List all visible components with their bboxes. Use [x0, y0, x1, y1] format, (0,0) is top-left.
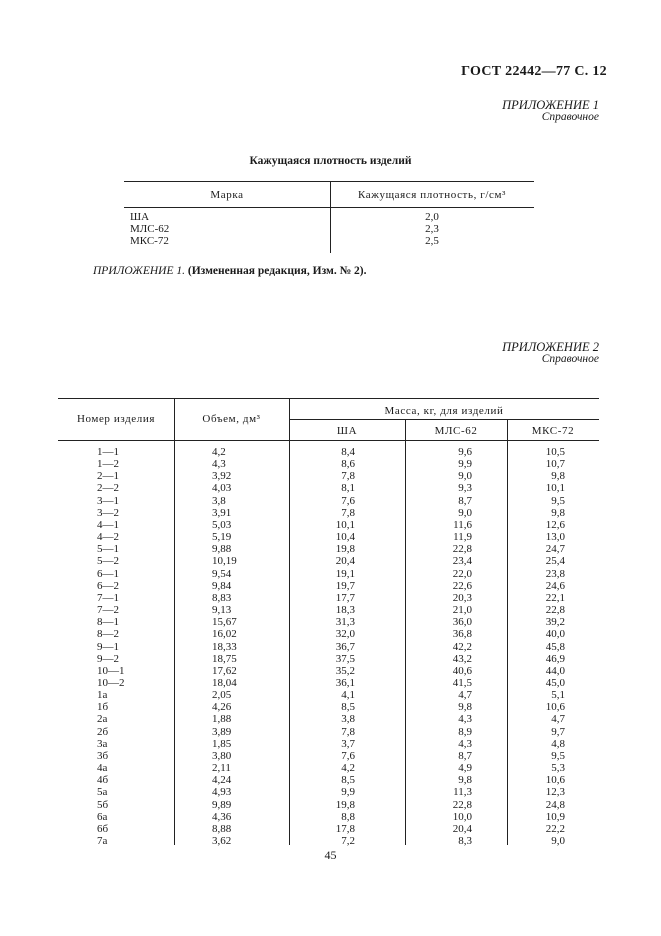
cell-sha: 8,8	[341, 810, 355, 823]
cell-mls: 4,7	[458, 689, 472, 702]
mass-col-volume: Объем, дм³	[202, 413, 261, 425]
cell-mls: 8,7	[458, 749, 472, 762]
cell-mks: 12,6	[545, 518, 565, 531]
cell-mks: 10,7	[545, 458, 565, 471]
cell-volume: 18,33	[212, 640, 237, 653]
cell-mls: 21,0	[452, 604, 472, 617]
amendment-note-text: (Измененная редакция, Изм. № 2).	[187, 265, 367, 277]
cell-volume: 3,91	[212, 506, 232, 519]
cell-sha: 19,7	[335, 579, 355, 592]
cell-volume: 18,04	[212, 676, 237, 689]
cell-mls: 8,7	[458, 494, 472, 507]
cell-volume: 4,36	[212, 810, 232, 823]
amendment-note	[93, 265, 367, 277]
cell-number: 9—2	[97, 652, 119, 665]
cell-mks: 40,0	[545, 628, 565, 641]
density-row-value: 2,0	[425, 211, 439, 223]
cell-volume: 3,62	[212, 835, 232, 847]
mass-column-sha	[336, 446, 355, 847]
cell-sha: 19,8	[335, 543, 355, 556]
cell-volume: 9,84	[212, 579, 232, 592]
cell-sha: 3,8	[341, 713, 355, 726]
mass-column-mks	[546, 446, 565, 847]
cell-mks: 10,6	[545, 774, 565, 787]
cell-number: 10—1	[97, 664, 125, 677]
cell-mks: 22,2	[545, 822, 565, 835]
cell-mks: 9,5	[551, 749, 565, 762]
density-row-mark: МЛС-62	[130, 223, 170, 235]
cell-sha: 7,2	[341, 835, 355, 847]
cell-number: 7а	[97, 835, 108, 847]
cell-mls: 11,3	[453, 786, 472, 799]
cell-number: 6—1	[97, 567, 119, 580]
cell-sha: 8,4	[341, 446, 355, 458]
cell-volume: 18,75	[212, 652, 237, 665]
cell-number: 3а	[97, 737, 108, 750]
cell-mks: 23,8	[545, 567, 565, 580]
cell-sha: 4,2	[341, 762, 355, 775]
cell-number: 7—1	[97, 591, 119, 604]
cell-volume: 4,2	[212, 446, 226, 458]
cell-mls: 9,8	[458, 774, 472, 787]
mass-col-mls: МЛС-62	[434, 425, 478, 437]
mass-col-mks: МКС-72	[531, 425, 575, 437]
cell-mks: 9,7	[551, 725, 565, 738]
cell-mls: 40,6	[452, 664, 472, 677]
cell-number: 2—2	[97, 482, 119, 495]
cell-mks: 45,8	[545, 640, 565, 653]
cell-number: 5б	[97, 798, 109, 811]
cell-mls: 22,8	[452, 798, 472, 811]
cell-mks: 39,2	[545, 616, 565, 629]
cell-mls: 42,2	[452, 640, 472, 653]
cell-mks: 45,0	[545, 676, 565, 689]
cell-number: 6—2	[97, 579, 119, 592]
cell-sha: 9,9	[341, 786, 355, 799]
appendix1-subtitle: Справочное	[541, 111, 599, 123]
cell-volume: 17,62	[212, 664, 237, 677]
cell-mls: 9,3	[458, 482, 472, 495]
cell-sha: 7,8	[341, 506, 355, 519]
cell-mks: 10,1	[545, 482, 565, 495]
mass-column-volume	[212, 446, 237, 847]
cell-number: 10—2	[97, 676, 125, 689]
cell-volume: 4,93	[212, 786, 232, 799]
cell-mls: 4,3	[458, 737, 472, 750]
cell-mls: 22,6	[452, 579, 472, 592]
density-row-value: 2,5	[425, 235, 439, 247]
cell-number: 3б	[97, 749, 109, 762]
cell-volume: 9,89	[212, 798, 232, 811]
cell-volume: 4,03	[212, 482, 232, 495]
cell-mls: 4,3	[458, 713, 472, 726]
cell-mks: 9,8	[551, 506, 565, 519]
density-col-mark: Марка	[210, 189, 244, 201]
cell-volume: 5,03	[212, 518, 232, 531]
cell-sha: 19,8	[335, 798, 355, 811]
cell-mks: 46,9	[545, 652, 565, 665]
cell-mls: 22,8	[452, 543, 472, 556]
mass-col-group: Масса, кг, для изделий	[384, 405, 504, 417]
cell-sha: 7,8	[341, 725, 355, 738]
cell-sha: 7,6	[341, 494, 355, 507]
cell-mks: 22,8	[545, 604, 565, 617]
mass-column-mls	[453, 446, 472, 847]
cell-mls: 36,0	[452, 616, 472, 629]
cell-mks: 24,6	[545, 579, 565, 592]
cell-volume: 9,54	[212, 567, 232, 580]
appendix1-title: ПРИЛОЖЕНИЕ 1	[502, 98, 599, 112]
cell-mks: 10,5	[545, 446, 565, 458]
cell-mls: 8,9	[458, 725, 472, 738]
cell-sha: 7,6	[341, 749, 355, 762]
cell-mks: 9,5	[551, 494, 565, 507]
appendix2-title: ПРИЛОЖЕНИЕ 2	[502, 340, 599, 354]
cell-mls: 8,3	[458, 835, 472, 847]
cell-number: 5а	[97, 786, 108, 799]
cell-mls: 43,2	[452, 652, 472, 665]
cell-sha: 37,5	[335, 652, 355, 665]
cell-number: 8—1	[97, 616, 119, 629]
cell-volume: 16,02	[212, 628, 237, 641]
cell-volume: 3,89	[212, 725, 232, 738]
mass-col-sha: ША	[336, 425, 358, 437]
cell-sha: 32,0	[335, 628, 355, 641]
cell-volume: 8,88	[212, 822, 232, 835]
cell-mks: 10,6	[545, 701, 565, 714]
mass-column-number	[97, 446, 125, 847]
cell-number: 8—2	[97, 628, 119, 641]
cell-mls: 11,6	[453, 518, 472, 531]
cell-number: 3—2	[97, 506, 119, 519]
cell-sha: 7,8	[341, 470, 355, 483]
cell-sha: 31,3	[335, 616, 355, 629]
cell-number: 4б	[97, 774, 109, 787]
cell-sha: 18,3	[335, 604, 355, 617]
cell-mks: 13,0	[545, 531, 565, 544]
cell-mks: 5,1	[551, 689, 565, 702]
cell-mks: 44,0	[545, 664, 565, 677]
cell-sha: 19,1	[335, 567, 355, 580]
cell-volume: 15,67	[212, 616, 237, 629]
cell-mks: 9,0	[551, 835, 565, 847]
cell-mks: 4,7	[551, 713, 565, 726]
cell-sha: 36,1	[335, 676, 355, 689]
cell-mls: 9,0	[458, 470, 472, 483]
cell-number: 4—2	[97, 531, 119, 544]
cell-number: 1—1	[97, 446, 119, 458]
cell-volume: 4,3	[212, 458, 226, 471]
cell-sha: 17,7	[335, 591, 355, 604]
cell-volume: 2,11	[212, 762, 231, 775]
cell-volume: 10,19	[212, 555, 237, 568]
cell-number: 1а	[97, 689, 108, 702]
cell-number: 1—2	[97, 458, 119, 471]
cell-mks: 10,9	[545, 810, 565, 823]
cell-sha: 8,1	[341, 482, 355, 495]
cell-volume: 4,26	[212, 701, 232, 714]
cell-number: 1б	[97, 701, 109, 714]
cell-sha: 10,1	[335, 518, 355, 531]
cell-sha: 3,7	[341, 737, 355, 750]
cell-mls: 9,6	[458, 446, 472, 458]
document-code: ГОСТ 22442—77 С. 12	[461, 64, 607, 79]
cell-sha: 20,4	[335, 555, 355, 568]
cell-sha: 17,8	[335, 822, 355, 835]
cell-volume: 3,8	[212, 494, 226, 507]
cell-volume: 3,92	[212, 470, 232, 483]
cell-mls: 41,5	[452, 676, 472, 689]
cell-sha: 10,4	[335, 531, 355, 544]
cell-mls: 9,8	[458, 701, 472, 714]
cell-sha: 8,6	[341, 458, 355, 471]
cell-mls: 11,9	[453, 531, 472, 544]
amendment-note-prefix: ПРИЛОЖЕНИЕ 1.	[93, 265, 185, 277]
appendix2-subtitle: Справочное	[541, 353, 599, 365]
cell-mks: 12,3	[545, 786, 565, 799]
cell-volume: 9,88	[212, 543, 232, 556]
mass-col-number: Номер изделия	[76, 413, 156, 425]
cell-mks: 25,4	[545, 555, 565, 568]
cell-number: 4—1	[97, 518, 119, 531]
cell-number: 2а	[97, 713, 108, 726]
cell-number: 5—2	[97, 555, 119, 568]
density-row-mark: МКС-72	[130, 235, 169, 247]
cell-volume: 3,80	[212, 749, 232, 762]
cell-mls: 9,9	[458, 458, 472, 471]
cell-number: 9—1	[97, 640, 119, 653]
cell-mks: 24,8	[545, 798, 565, 811]
cell-number: 3—1	[97, 494, 119, 507]
cell-mls: 20,3	[452, 591, 472, 604]
cell-mls: 10,0	[452, 810, 472, 823]
cell-mks: 9,8	[551, 470, 565, 483]
cell-mks: 22,1	[545, 591, 565, 604]
cell-sha: 8,5	[341, 774, 355, 787]
cell-number: 2—1	[97, 470, 119, 483]
cell-number: 5—1	[97, 543, 119, 556]
density-row-mark: ША	[130, 211, 150, 223]
cell-number: 6б	[97, 822, 109, 835]
page-number: 45	[324, 848, 337, 862]
cell-volume: 5,19	[212, 531, 232, 544]
density-table-title: Кажущаяся плотность изделий	[249, 155, 412, 167]
density-col-value: Кажущаяся плотность, г/см³	[358, 189, 506, 201]
cell-mls: 22,0	[452, 567, 472, 580]
cell-mls: 9,0	[458, 506, 472, 519]
cell-sha: 4,1	[341, 689, 355, 702]
cell-number: 7—2	[97, 604, 119, 617]
cell-mls: 23,4	[452, 555, 472, 568]
cell-sha: 36,7	[335, 640, 355, 653]
cell-number: 2б	[97, 725, 109, 738]
cell-sha: 8,5	[341, 701, 355, 714]
cell-volume: 1,85	[212, 737, 232, 750]
cell-volume: 2,05	[212, 689, 232, 702]
density-row-value: 2,3	[425, 223, 439, 235]
cell-mks: 4,8	[551, 737, 565, 750]
cell-volume: 9,13	[212, 604, 232, 617]
cell-number: 6а	[97, 810, 108, 823]
cell-mls: 4,9	[458, 762, 472, 775]
cell-sha: 35,2	[335, 664, 355, 677]
cell-mks: 5,3	[551, 762, 565, 775]
cell-mls: 20,4	[452, 822, 472, 835]
cell-number: 4а	[97, 762, 108, 775]
cell-volume: 8,83	[212, 591, 232, 604]
cell-mls: 36,8	[452, 628, 472, 641]
cell-volume: 1,88	[212, 713, 232, 726]
cell-volume: 4,24	[212, 774, 232, 787]
cell-mks: 24,7	[545, 543, 565, 556]
